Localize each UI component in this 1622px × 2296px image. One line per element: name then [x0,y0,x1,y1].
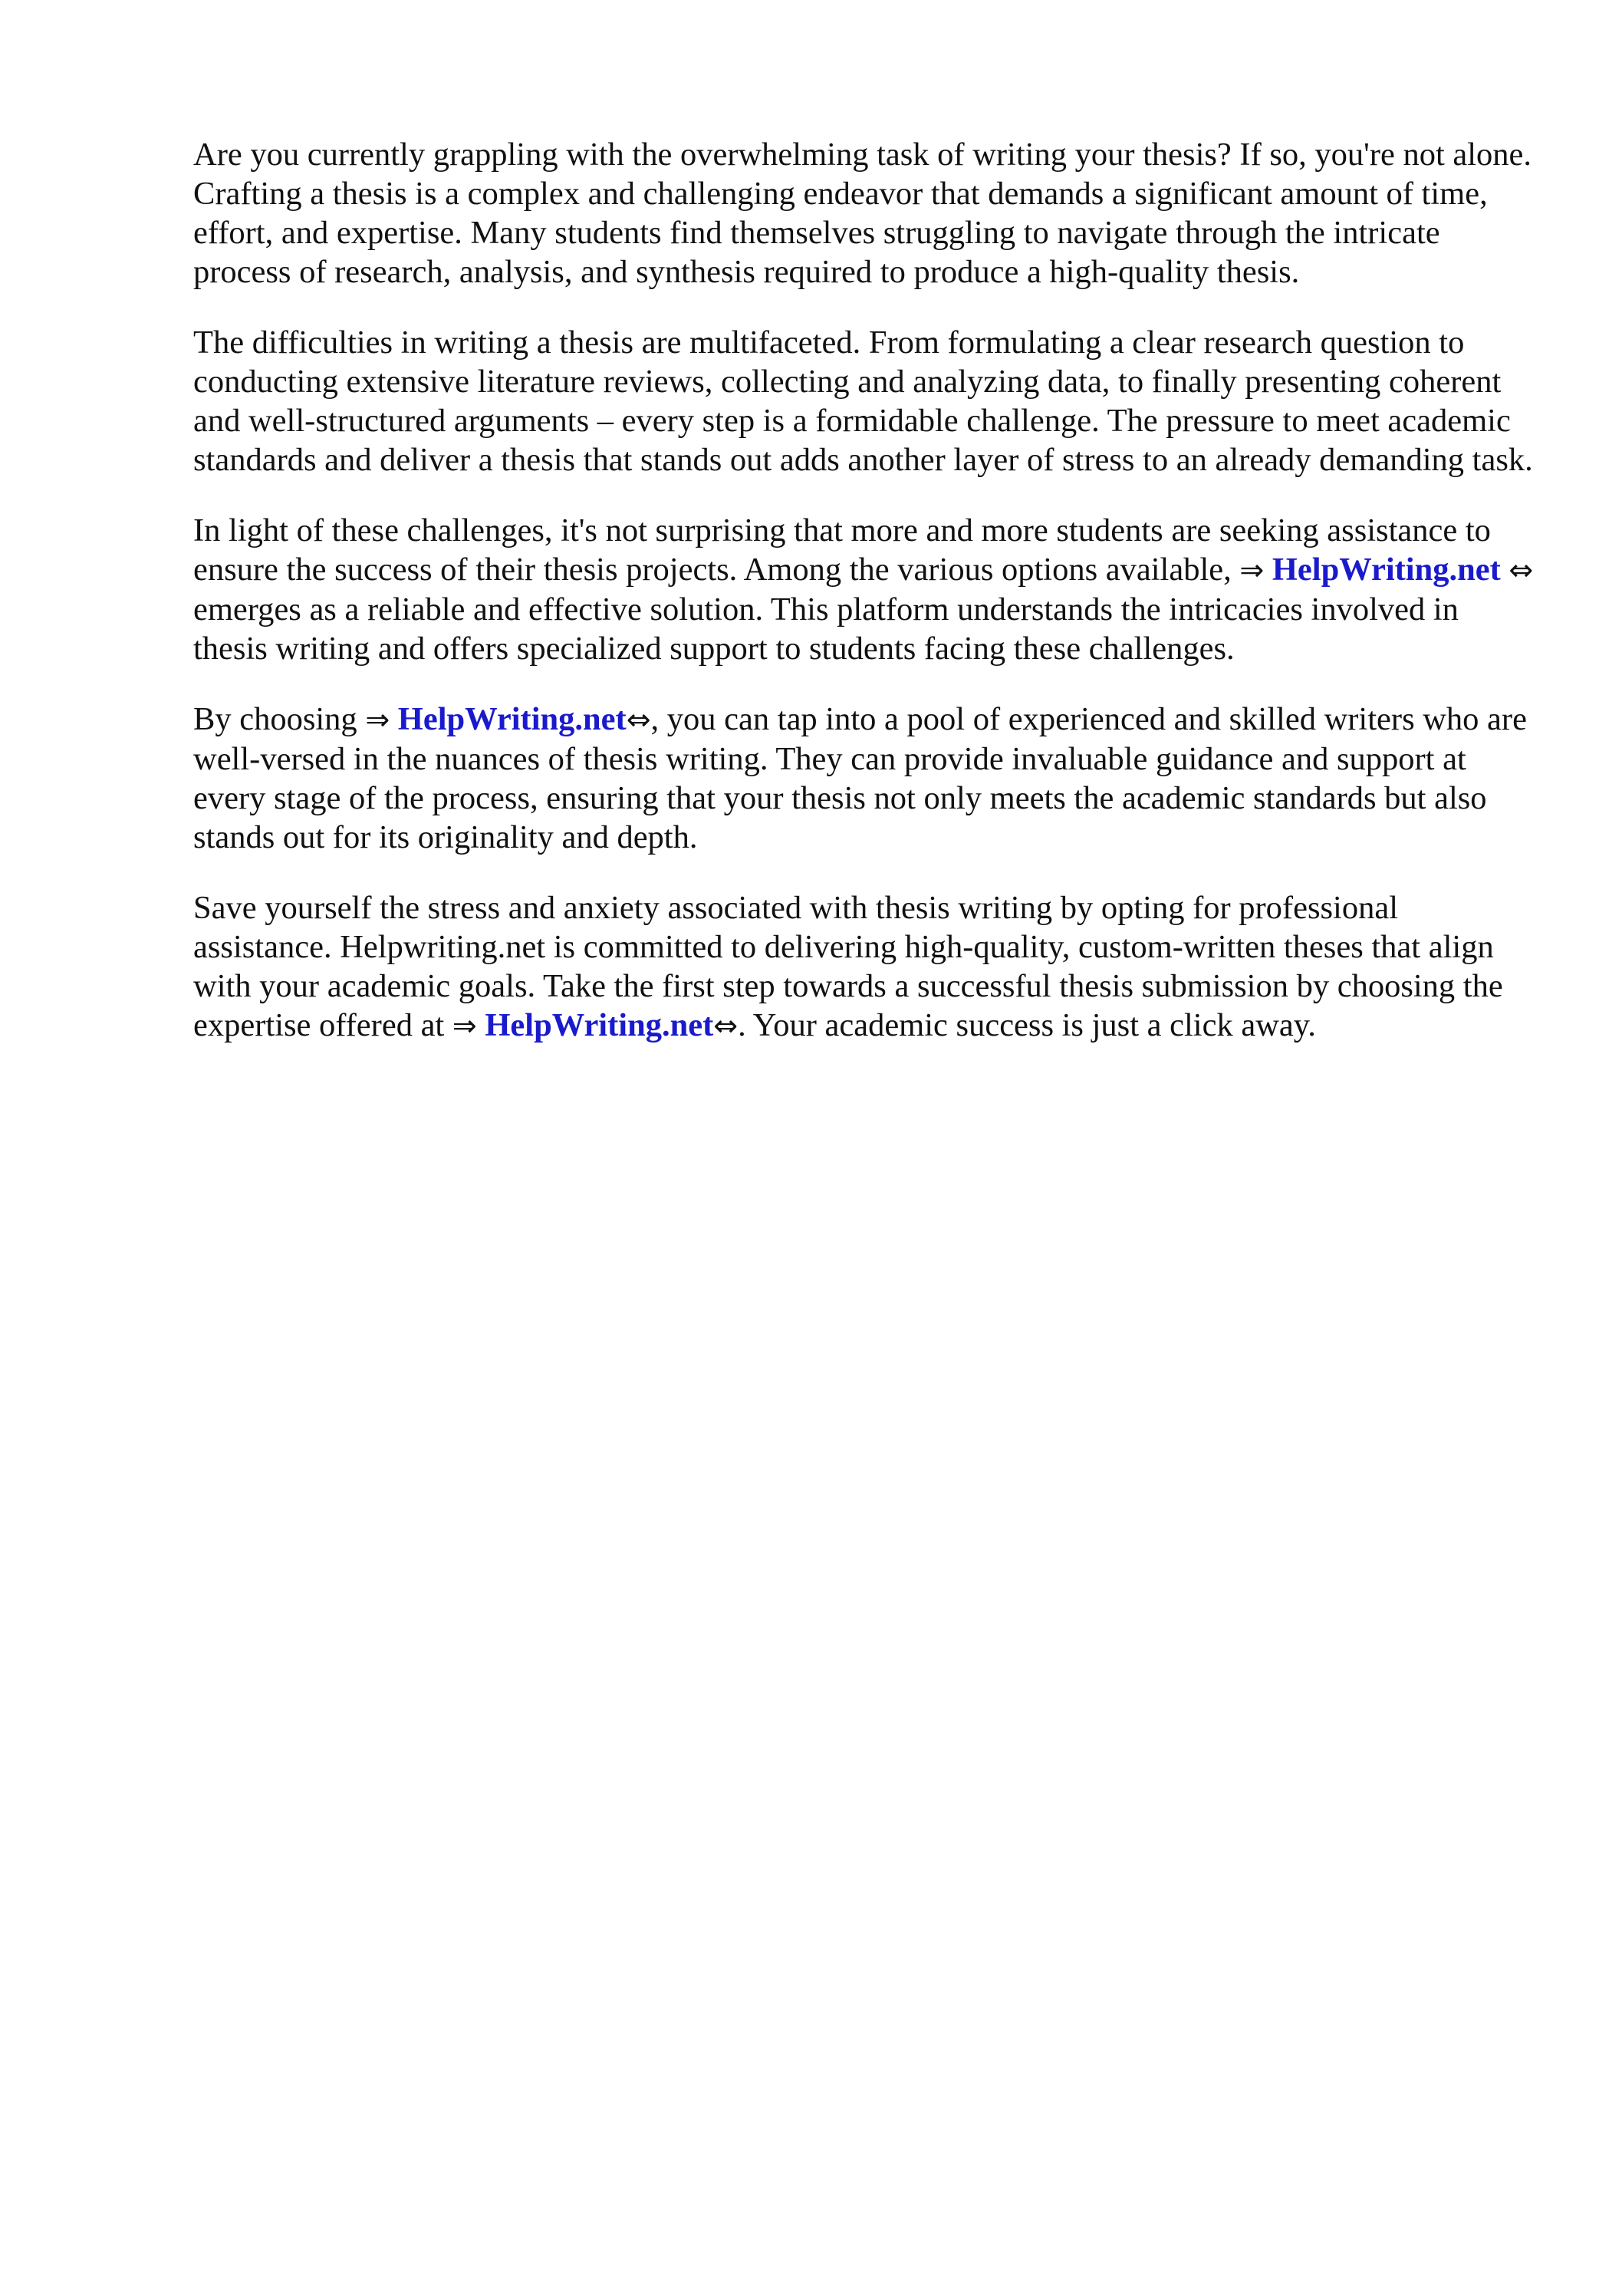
paragraph-4-text-before: By choosing [193,701,366,737]
document-body [193,135,1537,1077]
left-right-double-arrow-icon: ⇔ [626,703,651,736]
left-right-double-arrow-icon: ⇔ [713,1009,739,1043]
paragraph-5-text-after: . Your academic success is just a click away. [738,1007,1316,1043]
helpwriting-link[interactable]: HelpWriting.net [485,1007,714,1043]
paragraph-3 [193,511,1537,668]
left-right-double-arrow-icon: ⇔ [1508,553,1534,587]
paragraph-4-text-after: , you can tap into a pool of experienced and skilled writers who are well-versed in the nuances of thesis writing. They can provide invaluable guidance and support at every stage of the process, ensuring that your thesis not only meets the academic standards but also stands out for its originality and depth. [193,701,1527,855]
paragraph-4 [193,700,1537,857]
helpwriting-link[interactable]: HelpWriting.net [1272,552,1501,588]
right-double-arrow-icon: ⇒ [452,1009,477,1043]
paragraph-5-text-before: Save yourself the stress and anxiety associated with thesis writing by opting for professional assistance. Helpwriting.net is committed to delivering high-quality, custom-written theses that align with your academic goals. Take the first step towards a successful thesis submission by choosing the expertise offered at [193,890,1503,1043]
right-double-arrow-icon: ⇒ [365,703,390,736]
paragraph-3-text-before: In light of these challenges, it's not surprising that more and more students are seeking assistance to ensure the success of their thesis projects. Among the various options available, [193,512,1491,588]
paragraph-1: Are you currently grappling with the overwhelming task of writing your thesis? If so, you're not alone. Crafting a thesis is a complex and challenging endeavor that demands a significant amount of time, effort, and expertise. Many students find themselves struggling to navigate through the intricate process of research, analysis, and synthesis required to produce a high-quality thesis. [193,137,1532,290]
right-double-arrow-icon: ⇒ [1239,553,1265,587]
paragraph-3-text-after: emerges as a reliable and effective solution. This platform understands the intricacies involved in thesis writing and offers specialized support to students facing these challenges. [193,591,1459,667]
paragraph-2: The difficulties in writing a thesis are multifaceted. From formulating a clear research question to conducting extensive literature reviews, collecting and analyzing data, to finally presenting coherent and well-structured arguments – every step is a formidable challenge. The pressure to meet academic standards and deliver a thesis that stands out adds another layer of stress to an already demanding task. [193,324,1533,478]
paragraph-5 [193,888,1537,1046]
helpwriting-link[interactable]: HelpWriting.net [397,701,627,737]
